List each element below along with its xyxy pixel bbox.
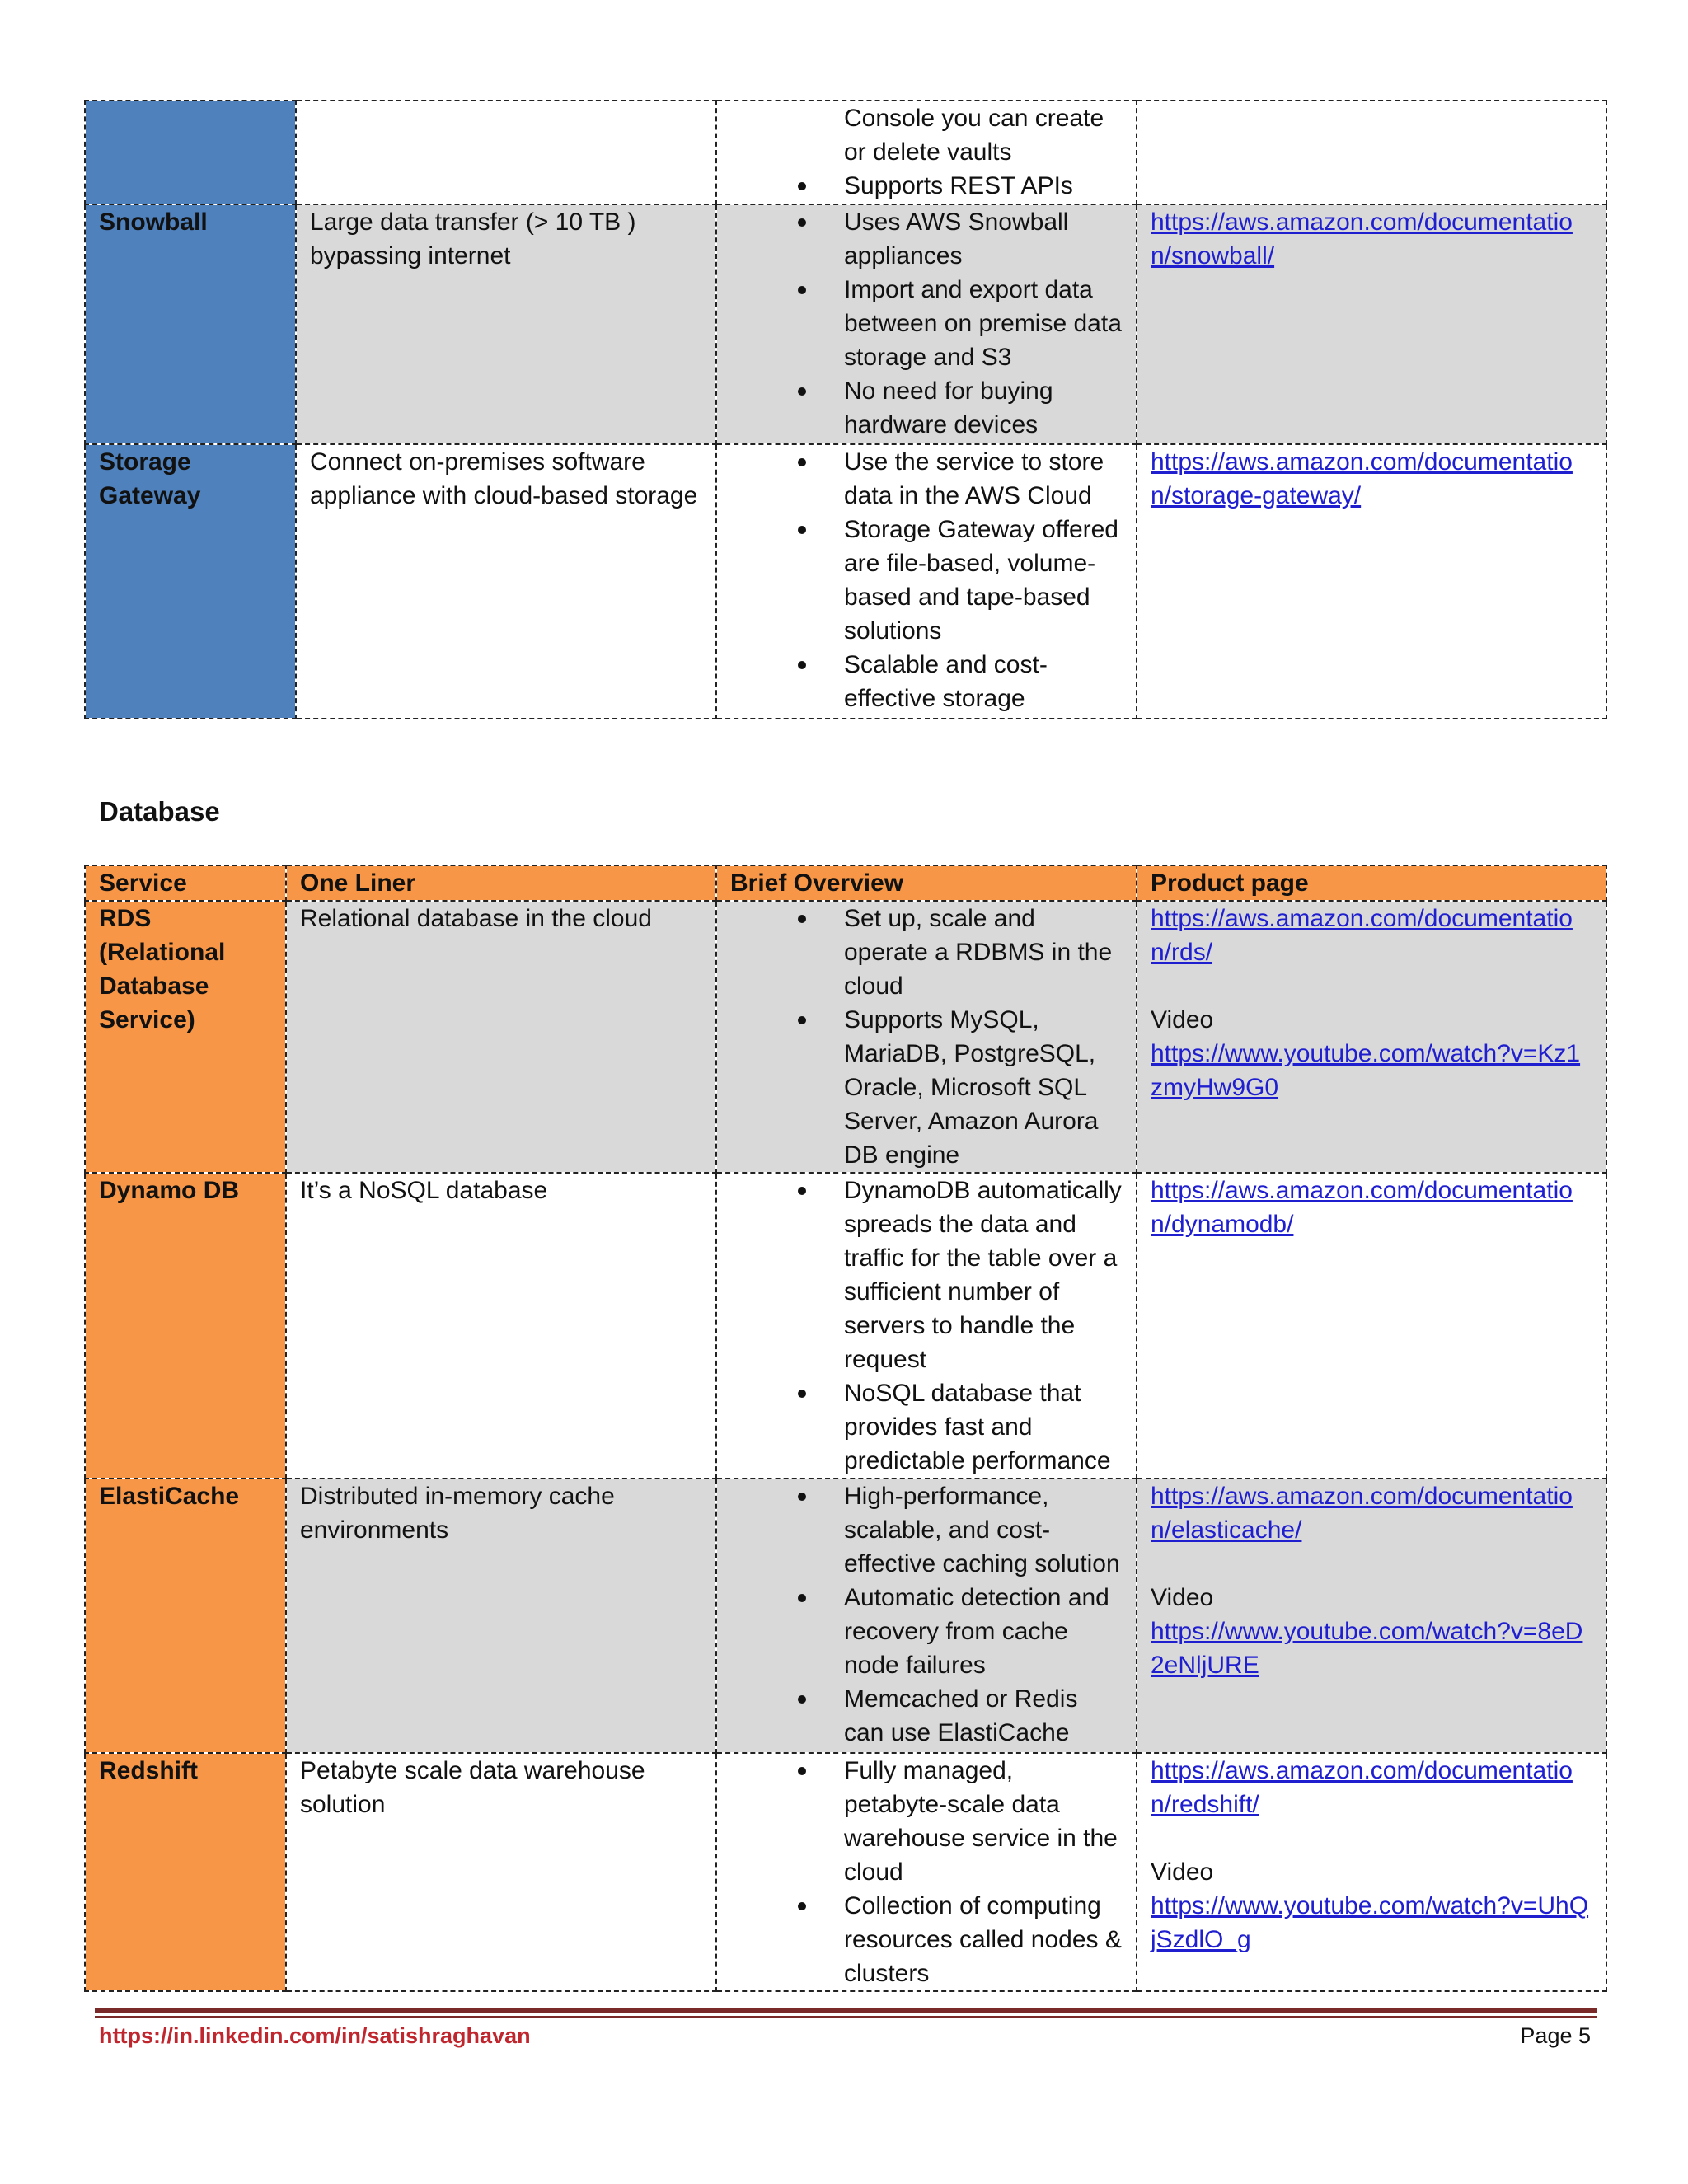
overview-cell xyxy=(716,1173,1137,1479)
overview-item: Automatic detection and recovery from cache node failures xyxy=(844,1581,1123,1682)
overview-item: Memcached or Redis can use ElastiCache xyxy=(844,1682,1123,1750)
overview-item: Fully managed, petabyte-scale data warehouse service in the cloud xyxy=(844,1754,1123,1889)
header-service: Service xyxy=(85,865,286,901)
one-liner-cell: Petabyte scale data warehouse solution xyxy=(286,1753,716,1991)
product-page-cell xyxy=(1137,204,1606,444)
header-one-liner: One Liner xyxy=(286,865,716,901)
storage-services-table xyxy=(84,100,1607,719)
one-liner-cell xyxy=(296,101,716,204)
overview-item: Import and export data between on premise data storage and S3 xyxy=(844,273,1123,374)
overview-item: No need for buying hardware devices xyxy=(844,374,1123,442)
product-page-cell xyxy=(1137,1753,1606,1991)
one-liner-cell: Relational database in the cloud xyxy=(286,901,716,1173)
header-brief-overview: Brief Overview xyxy=(716,865,1137,901)
overview-cell xyxy=(716,444,1137,719)
product-page-cell xyxy=(1137,444,1606,719)
overview-item: Console you can create or delete vaults xyxy=(844,105,1104,166)
service-cell: Dynamo DB xyxy=(85,1173,286,1479)
overview-item: Collection of computing resources called nodes & clusters xyxy=(844,1889,1123,1990)
overview-item: High-performance, scalable, and cost-effective caching solution xyxy=(844,1479,1123,1581)
overview-cell xyxy=(716,1753,1137,1991)
overview-item: Supports REST APIs xyxy=(844,169,1123,203)
table-header-row xyxy=(85,865,1606,901)
page-number: Page 5 xyxy=(1520,2023,1591,2048)
table-row xyxy=(85,1753,1606,1991)
overview-item: DynamoDB automatically spreads the data and traffic for the table over a sufficient number of servers to handle the request xyxy=(844,1174,1123,1376)
dynamodb-doc-link[interactable]: https://aws.amazon.com/documentation/dynamodb/ xyxy=(1151,1177,1573,1238)
overview-cell xyxy=(716,901,1137,1173)
one-liner-cell: It’s a NoSQL database xyxy=(286,1173,716,1479)
product-page-cell xyxy=(1137,901,1606,1173)
header-product-page: Product page xyxy=(1137,865,1606,901)
table-row xyxy=(85,444,1606,719)
footer-divider xyxy=(95,2008,1597,2013)
video-label: Video xyxy=(1151,1006,1214,1033)
product-page-cell xyxy=(1137,101,1606,204)
video-label: Video xyxy=(1151,1584,1214,1611)
redshift-doc-link[interactable]: https://aws.amazon.com/documentation/redshift/ xyxy=(1151,1757,1573,1818)
product-page-cell xyxy=(1137,1173,1606,1479)
overview-cell xyxy=(716,1479,1137,1753)
service-cell: Redshift xyxy=(85,1753,286,1991)
table-row xyxy=(85,101,1606,204)
overview-item: Supports MySQL, MariaDB, PostgreSQL, Oracle, Microsoft SQL Server, Amazon Aurora DB engine xyxy=(844,1003,1123,1172)
section-heading-database: Database xyxy=(99,796,220,827)
overview-item: Use the service to store data in the AWS Cloud xyxy=(844,445,1123,513)
footer-linkedin-link[interactable]: https://in.linkedin.com/in/satishraghavan xyxy=(99,2023,531,2048)
redshift-video-link[interactable]: https://www.youtube.com/watch?v=UhQjSzdlO_g xyxy=(1151,1892,1589,1953)
snowball-doc-link[interactable]: https://aws.amazon.com/documentation/snowball/ xyxy=(1151,209,1573,269)
rds-video-link[interactable]: https://www.youtube.com/watch?v=Kz1zmyHw9G0 xyxy=(1151,1040,1581,1101)
overview-item: NoSQL database that provides fast and predictable performance xyxy=(844,1376,1123,1478)
product-page-cell xyxy=(1137,1479,1606,1753)
overview-cell xyxy=(716,204,1137,444)
overview-item: Scalable and cost-effective storage xyxy=(844,648,1123,715)
service-cell: RDS (Relational Database Service) xyxy=(85,901,286,1173)
database-services-table xyxy=(84,865,1607,1992)
one-liner-cell: Connect on-premises software appliance with cloud-based storage xyxy=(296,444,716,719)
table-row xyxy=(85,1479,1606,1753)
one-liner-cell: Large data transfer (> 10 TB ) bypassing internet xyxy=(296,204,716,444)
service-cell xyxy=(85,101,296,204)
elasticache-video-link[interactable]: https://www.youtube.com/watch?v=8eD2eNljURE xyxy=(1151,1618,1583,1679)
overview-cell xyxy=(716,101,1137,204)
video-label: Video xyxy=(1151,1858,1214,1886)
table-row xyxy=(85,1173,1606,1479)
storage-gateway-doc-link[interactable]: https://aws.amazon.com/documentation/storage-gateway/ xyxy=(1151,448,1573,509)
service-cell: Snowball xyxy=(85,204,296,444)
rds-doc-link[interactable]: https://aws.amazon.com/documentation/rds/ xyxy=(1151,905,1573,966)
service-cell: ElastiCache xyxy=(85,1479,286,1753)
overview-item: Set up, scale and operate a RDBMS in the cloud xyxy=(844,902,1123,1003)
table-row xyxy=(85,901,1606,1173)
overview-item: Uses AWS Snowball appliances xyxy=(844,205,1123,273)
service-cell: Storage Gateway xyxy=(85,444,296,719)
overview-item: Storage Gateway offered are file-based, volume-based and tape-based solutions xyxy=(844,513,1123,648)
footer-divider-thin xyxy=(95,2016,1597,2018)
elasticache-doc-link[interactable]: https://aws.amazon.com/documentation/elasticache/ xyxy=(1151,1483,1573,1544)
table-row xyxy=(85,204,1606,444)
one-liner-cell: Distributed in-memory cache environments xyxy=(286,1479,716,1753)
